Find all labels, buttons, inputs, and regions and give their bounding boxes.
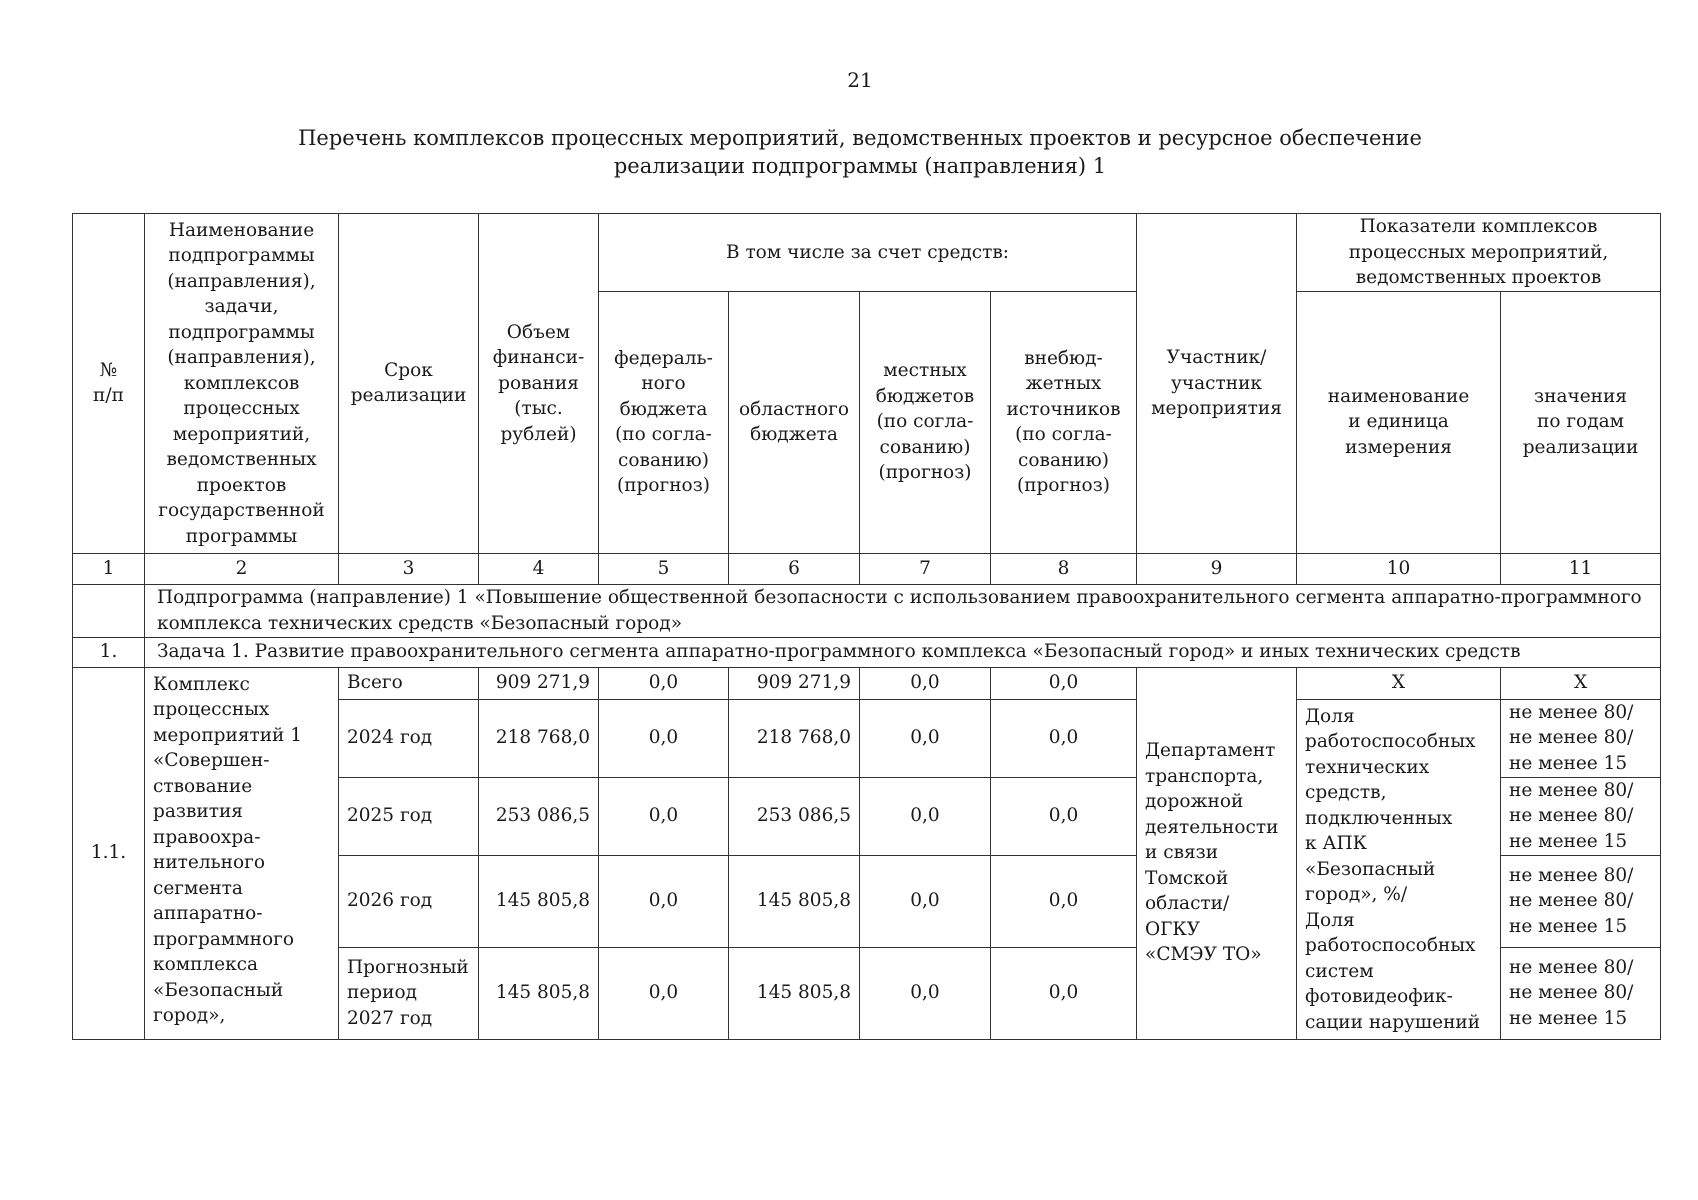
federal-cell: 0,0 bbox=[599, 667, 729, 699]
regional-cell: 253 086,5 bbox=[729, 777, 860, 855]
column-number: 11 bbox=[1501, 553, 1661, 584]
header-indicator-name: наименование и единица измерения bbox=[1297, 291, 1501, 553]
header-participant: Участник/ участник мероприятия bbox=[1137, 214, 1297, 554]
extrabudget-cell: 0,0 bbox=[991, 667, 1137, 699]
task-row bbox=[73, 637, 1661, 667]
extrabudget-cell: 0,0 bbox=[991, 777, 1137, 855]
header-extrabudget: внебюд- жетных источников (по согла- сованию) (прогноз) bbox=[991, 291, 1137, 553]
term-cell: 2025 год bbox=[339, 777, 479, 855]
term-cell: 2026 год bbox=[339, 855, 479, 947]
table-row bbox=[73, 667, 1661, 699]
local-cell: 0,0 bbox=[860, 947, 991, 1039]
values-cell: не менее 80/ не менее 80/ не менее 15 bbox=[1501, 777, 1661, 855]
extrabudget-cell: 0,0 bbox=[991, 855, 1137, 947]
volume-cell: 909 271,9 bbox=[479, 667, 599, 699]
column-number: 9 bbox=[1137, 553, 1297, 584]
volume-cell: 218 768,0 bbox=[479, 699, 599, 777]
title-line-1: Перечень комплексов процессных мероприятий, ведомственных проектов и ресурсное обеспечение bbox=[298, 126, 1422, 150]
federal-cell: 0,0 bbox=[599, 855, 729, 947]
header-regional: областного бюджета bbox=[729, 291, 860, 553]
complex-name: Комплекс процессных мероприятий 1 «Совершен- ствование развития правоохра- нительного сегмента аппаратно- программного комплекса «Безопасный город», bbox=[145, 667, 339, 1039]
values-cell: Х bbox=[1501, 667, 1661, 699]
column-number: 10 bbox=[1297, 553, 1501, 584]
column-number: 5 bbox=[599, 553, 729, 584]
header-name: Наименование подпрограммы (направления), задачи, подпрограммы (направления), комплексов процессных мероприятий, ведомственных проектов государственной программы bbox=[145, 214, 339, 554]
indicator-x-mark: Х bbox=[1297, 667, 1501, 699]
header-local: местных бюджетов (по согла- сованию) (прогноз) bbox=[860, 291, 991, 553]
federal-cell: 0,0 bbox=[599, 777, 729, 855]
local-cell: 0,0 bbox=[860, 777, 991, 855]
volume-cell: 145 805,8 bbox=[479, 855, 599, 947]
extrabudget-cell: 0,0 bbox=[991, 947, 1137, 1039]
column-number: 4 bbox=[479, 553, 599, 584]
local-cell: 0,0 bbox=[860, 699, 991, 777]
header-indicators: Показатели комплексов процессных мероприятий, ведомственных проектов bbox=[1297, 214, 1661, 292]
regional-cell: 145 805,8 bbox=[729, 947, 860, 1039]
values-cell: не менее 80/ не менее 80/ не менее 15 bbox=[1501, 855, 1661, 947]
title-line-2: реализации подпрограммы (направления) 1 bbox=[613, 154, 1107, 178]
regional-cell: 218 768,0 bbox=[729, 699, 860, 777]
subprogram-text: Подпрограмма (направление) 1 «Повышение общественной безопасности с использованием правоохранительного сегмента аппаратно-программного комплекса технических средств «Безопасный город» bbox=[145, 584, 1661, 637]
indicator-name-cell: Доля работоспособных технических средств, подключенных к АПК «Безопасный город», %/ Доля работоспособных систем фотовидеофик- сации нарушений bbox=[1297, 699, 1501, 1039]
values-cell: не менее 80/ не менее 80/ не менее 15 bbox=[1501, 947, 1661, 1039]
header-including: В том числе за счет средств: bbox=[599, 214, 1137, 292]
subprogram-row bbox=[73, 584, 1661, 637]
regional-cell: 145 805,8 bbox=[729, 855, 860, 947]
column-number: 6 bbox=[729, 553, 860, 584]
volume-cell: 253 086,5 bbox=[479, 777, 599, 855]
local-cell: 0,0 bbox=[860, 667, 991, 699]
column-number: 3 bbox=[339, 553, 479, 584]
participant-cell: Департамент транспорта, дорожной деятельности и связи Томской области/ ОГКУ «СМЭУ ТО» bbox=[1137, 667, 1297, 1039]
federal-cell: 0,0 bbox=[599, 699, 729, 777]
column-numbers-row bbox=[73, 553, 1661, 584]
local-cell: 0,0 bbox=[860, 855, 991, 947]
extrabudget-cell: 0,0 bbox=[991, 699, 1137, 777]
federal-cell: 0,0 bbox=[599, 947, 729, 1039]
column-number: 2 bbox=[145, 553, 339, 584]
header-indicator-values: значения по годам реализации bbox=[1501, 291, 1661, 553]
column-number: 7 bbox=[860, 553, 991, 584]
header-volume: Объем финанси- рования (тыс. рублей) bbox=[479, 214, 599, 554]
term-cell: 2024 год bbox=[339, 699, 479, 777]
term-cell: Всего bbox=[339, 667, 479, 699]
complex-number: 1.1. bbox=[73, 667, 145, 1039]
page-number: 21 bbox=[847, 68, 873, 92]
document-title bbox=[0, 124, 1698, 180]
header-no: № п/п bbox=[73, 214, 145, 554]
term-cell: Прогнозный период 2027 год bbox=[339, 947, 479, 1039]
resource-table bbox=[72, 213, 1661, 1040]
column-number: 1 bbox=[73, 553, 145, 584]
header-federal: федераль- ного бюджета (по согла- сованию) (прогноз) bbox=[599, 291, 729, 553]
regional-cell: 909 271,9 bbox=[729, 667, 860, 699]
task-text: Задача 1. Развитие правоохранительного сегмента аппаратно-программного комплекса «Безопасный город» и иных технических средств bbox=[145, 637, 1661, 667]
task-number: 1. bbox=[73, 637, 145, 667]
header-term: Срок реализации bbox=[339, 214, 479, 554]
column-number: 8 bbox=[991, 553, 1137, 584]
values-cell: не менее 80/ не менее 80/ не менее 15 bbox=[1501, 699, 1661, 777]
volume-cell: 145 805,8 bbox=[479, 947, 599, 1039]
